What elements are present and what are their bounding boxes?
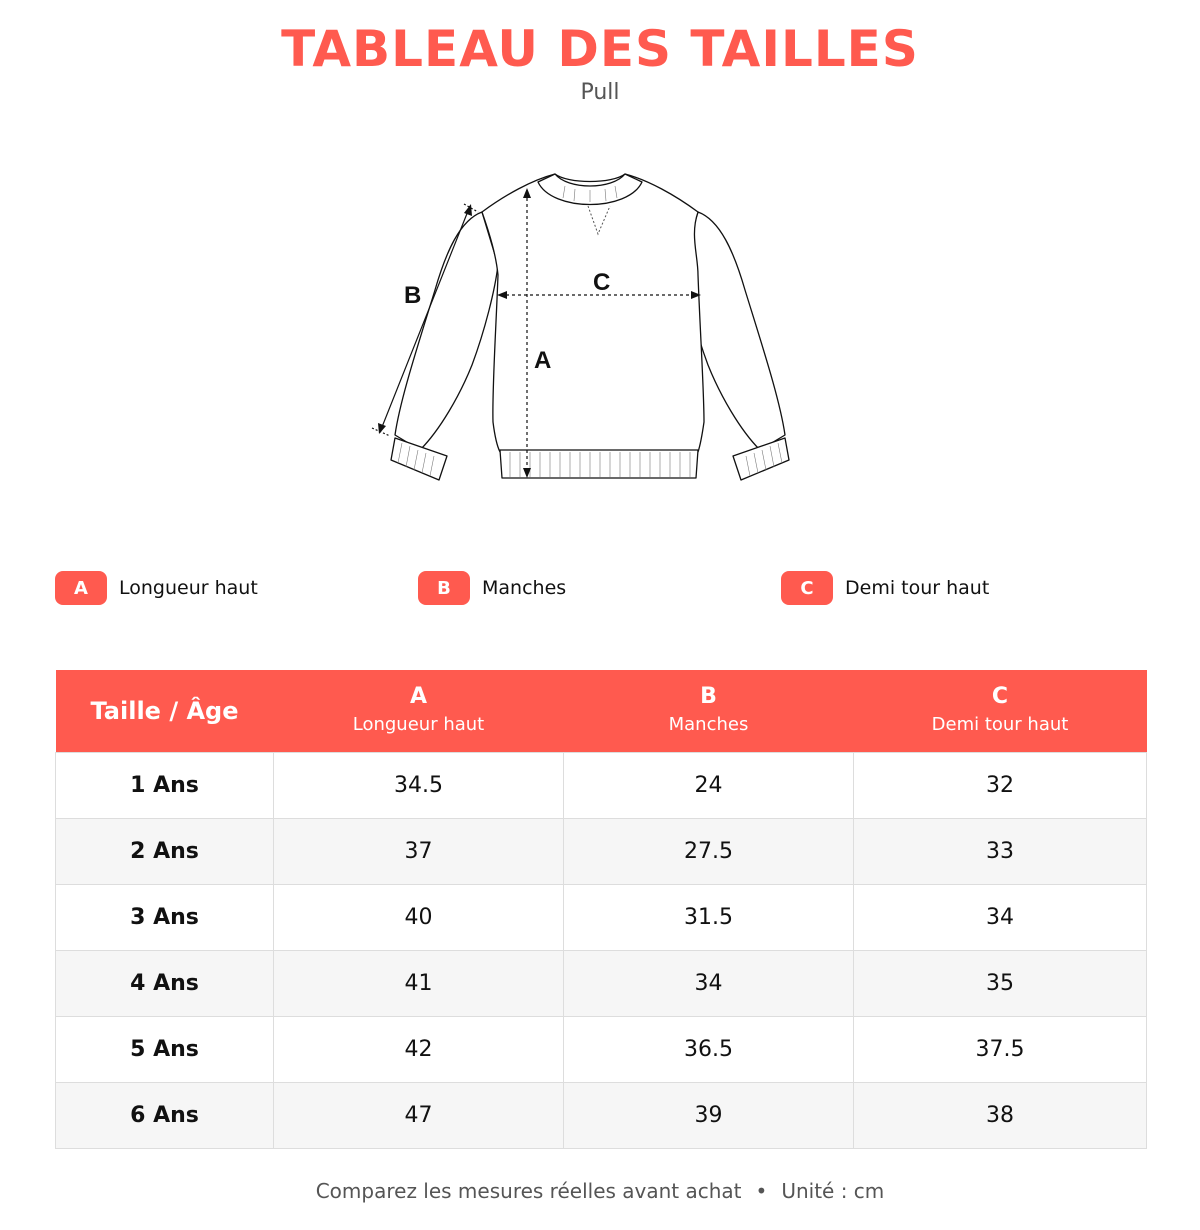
cell-a: 42 <box>274 1016 564 1082</box>
cell-b: 24 <box>564 752 854 818</box>
cell-c: 37.5 <box>854 1016 1147 1082</box>
column-header-a <box>274 670 564 752</box>
legend-badge-c: C <box>781 571 833 605</box>
column-header-letter: B <box>700 683 717 709</box>
legend-item-a <box>55 570 258 606</box>
row-age: 5 Ans <box>56 1016 274 1082</box>
table-row <box>56 950 1147 1016</box>
footer-unit: Unité : cm <box>781 1179 885 1203</box>
legend-badge-a: A <box>55 571 107 605</box>
table-row <box>56 752 1147 818</box>
label-b: B <box>404 282 422 309</box>
cell-b: 39 <box>564 1082 854 1148</box>
legend-badge-b: B <box>418 571 470 605</box>
cell-b: 27.5 <box>564 818 854 884</box>
column-header-letter: C <box>991 683 1009 709</box>
cell-b: 34 <box>564 950 854 1016</box>
row-age: 6 Ans <box>56 1082 274 1148</box>
row-age: 1 Ans <box>56 752 274 818</box>
table-row <box>56 884 1147 950</box>
legend-item-b <box>418 570 566 606</box>
page-title: TABLEAU DES TAILLES <box>281 20 919 78</box>
cell-c: 38 <box>854 1082 1147 1148</box>
column-header-label: Demi tour haut <box>931 713 1069 735</box>
cell-c: 33 <box>854 818 1147 884</box>
cell-a: 47 <box>274 1082 564 1148</box>
cell-c: 32 <box>854 752 1147 818</box>
page-subtitle: Pull <box>580 80 620 105</box>
column-header-c <box>854 670 1147 752</box>
row-age: 2 Ans <box>56 818 274 884</box>
cell-a: 41 <box>274 950 564 1016</box>
measurement-legend <box>0 570 1200 606</box>
table-row <box>56 1082 1147 1148</box>
footer-separator: • <box>755 1179 768 1203</box>
legend-item-c <box>781 570 989 606</box>
sweater-illustration <box>360 160 820 500</box>
table-row <box>56 818 1147 884</box>
table-header-row <box>56 670 1147 752</box>
row-age: 4 Ans <box>56 950 274 1016</box>
cell-a: 40 <box>274 884 564 950</box>
cell-a: 37 <box>274 818 564 884</box>
cell-b: 31.5 <box>564 884 854 950</box>
table-row <box>56 1016 1147 1082</box>
row-age: 3 Ans <box>56 884 274 950</box>
cell-a: 34.5 <box>274 752 564 818</box>
column-header-b <box>564 670 854 752</box>
footer-note <box>0 1176 1200 1206</box>
legend-label-c: Demi tour haut <box>845 577 990 599</box>
cell-c: 34 <box>854 884 1147 950</box>
label-a: A <box>534 347 552 374</box>
column-header-label: Longueur haut <box>352 713 485 735</box>
cell-c: 35 <box>854 950 1147 1016</box>
column-header-label: Manches <box>668 713 749 735</box>
column-header-letter: A <box>409 683 428 709</box>
cell-b: 36.5 <box>564 1016 854 1082</box>
size-table <box>55 670 1147 1149</box>
column-header-size-age: Taille / Âge <box>90 696 239 725</box>
label-c: C <box>593 269 611 296</box>
legend-label-a: Longueur haut <box>119 577 258 599</box>
legend-label-b: Manches <box>482 577 567 599</box>
footer-text: Comparez les mesures réelles avant achat <box>315 1179 742 1203</box>
